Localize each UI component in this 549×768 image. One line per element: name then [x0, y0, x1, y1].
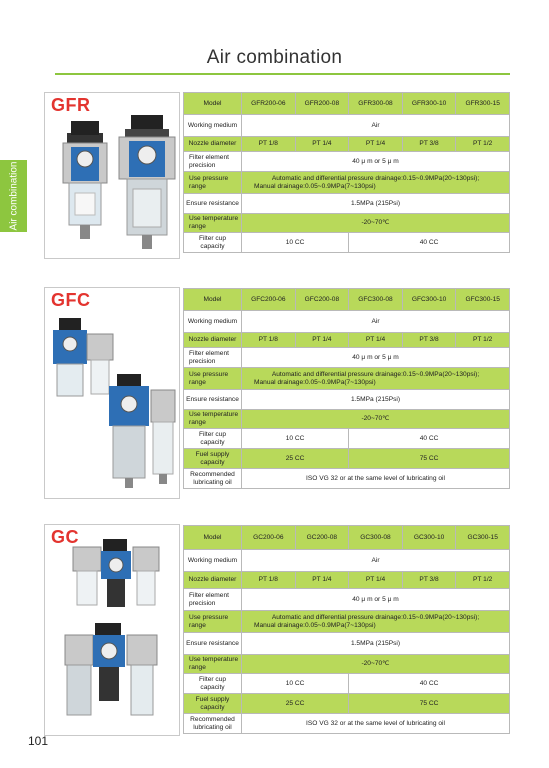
table-row-filter-cup [184, 429, 510, 449]
model-cell: GFC300-15 [456, 289, 510, 311]
section-label-gfc: GFC [51, 290, 91, 310]
row-value: 10 CC [242, 429, 349, 449]
row-value: 25 CC [242, 449, 349, 469]
model-cell: GFR300-08 [349, 93, 403, 115]
table-row-nozzle [184, 137, 510, 152]
gfr-regulator-illustration [45, 93, 179, 258]
table-row-ensure [184, 633, 510, 655]
table-row-pressure [184, 172, 510, 194]
row-value: -20~70℃ [242, 410, 510, 429]
row-label: Filter element precision [184, 348, 242, 368]
row-value: 40 μ m or 5 μ m [242, 152, 510, 172]
table-row-temperature [184, 410, 510, 429]
row-label: Use temperature range [184, 410, 242, 429]
row-value: 25 CC [242, 694, 349, 714]
row-label: Ensure resistance [184, 633, 242, 655]
row-label: Filter cup capacity [184, 674, 242, 694]
product-image-gc [44, 524, 180, 736]
pressure-line-2: Manual drainage:0.05~0.9MPa(7~130psi) [254, 182, 376, 190]
row-value: 40 CC [349, 674, 510, 694]
row-value: 40 CC [349, 429, 510, 449]
table-row-filter-element [184, 589, 510, 611]
nozzle-cell: PT 1/2 [456, 572, 510, 589]
table-row-lubricating-oil [184, 469, 510, 489]
row-value: 40 μ m or 5 μ m [242, 348, 510, 368]
gc-combination-illustration [45, 525, 179, 735]
nozzle-cell: PT 1/4 [295, 137, 349, 152]
page-number: 101 [28, 734, 49, 748]
spec-table-gfr [183, 92, 510, 253]
table-row-ensure [184, 390, 510, 410]
side-tab-label: Air combination [8, 161, 19, 231]
row-label: Fuel supply capacity [184, 694, 242, 714]
row-value: -20~70℃ [242, 655, 510, 674]
table-row-working-medium [184, 115, 510, 137]
nozzle-cell: PT 3/8 [402, 137, 456, 152]
nozzle-cell: PT 1/8 [242, 333, 296, 348]
table-row-lubricating-oil [184, 714, 510, 734]
row-value [242, 368, 510, 390]
model-cell: GFR200-06 [242, 93, 296, 115]
model-cell: GC200-08 [295, 526, 349, 550]
row-value: Air [242, 115, 510, 137]
gfc-combination-illustration [45, 288, 179, 498]
nozzle-cell: PT 1/2 [456, 333, 510, 348]
row-label: Working medium [184, 115, 242, 137]
table-row-model [184, 526, 510, 550]
model-cell: GFC300-08 [349, 289, 403, 311]
row-label: Filter cup capacity [184, 233, 242, 253]
row-value: 1.5MPa (215Psi) [242, 633, 510, 655]
pressure-line-2: Manual drainage:0.05~0.9MPa(7~130psi) [254, 621, 376, 629]
nozzle-cell: PT 1/8 [242, 137, 296, 152]
title-rule [55, 73, 510, 75]
side-tab [0, 160, 27, 232]
row-value: 1.5MPa (215Psi) [242, 194, 510, 214]
table-row-fuel-supply [184, 694, 510, 714]
nozzle-cell: PT 1/4 [349, 333, 403, 348]
row-label: Use pressure range [184, 172, 242, 194]
table-row-filter-element [184, 152, 510, 172]
table-row-nozzle [184, 572, 510, 589]
row-label: Nozzle diameter [184, 333, 242, 348]
row-value [242, 611, 510, 633]
model-cell: GC300-08 [349, 526, 403, 550]
pressure-line-1: Automatic and differential pressure drainage:0.15~0.9MPa(20~130psi); [271, 613, 480, 621]
nozzle-cell: PT 1/2 [456, 137, 510, 152]
row-value [242, 172, 510, 194]
pressure-line-1: Automatic and differential pressure drainage:0.15~0.9MPa(20~130psi); [271, 370, 480, 378]
row-value: 75 CC [349, 449, 510, 469]
spec-table-gc [183, 525, 510, 734]
row-label: Filter cup capacity [184, 429, 242, 449]
row-value: 1.5MPa (215Psi) [242, 390, 510, 410]
page-title: Air combination [206, 47, 343, 68]
table-row-filter-element [184, 348, 510, 368]
row-label: Ensure resistance [184, 194, 242, 214]
section-label-gc: GC [51, 527, 79, 547]
product-image-gfc [44, 287, 180, 499]
row-label: Use temperature range [184, 655, 242, 674]
row-label: Filter element precision [184, 589, 242, 611]
model-label: Model [184, 526, 242, 550]
table-row-pressure [184, 611, 510, 633]
row-label: Working medium [184, 550, 242, 572]
nozzle-cell: PT 1/4 [295, 333, 349, 348]
row-label: Use pressure range [184, 611, 242, 633]
row-value: 40 CC [349, 233, 510, 253]
row-label: Use pressure range [184, 368, 242, 390]
model-cell: GFC200-06 [242, 289, 296, 311]
model-cell: GFR300-15 [456, 93, 510, 115]
row-value: 10 CC [242, 674, 349, 694]
model-cell: GFC300-10 [402, 289, 456, 311]
table-row-ensure [184, 194, 510, 214]
section-label-gfr: GFR [51, 95, 91, 115]
row-value: 40 μ m or 5 μ m [242, 589, 510, 611]
nozzle-cell: PT 1/8 [242, 572, 296, 589]
row-value: ISO VG 32 or at the same level of lubricating oil [242, 714, 510, 734]
model-cell: GFR300-10 [402, 93, 456, 115]
table-row-filter-cup [184, 674, 510, 694]
table-row-working-medium [184, 311, 510, 333]
spec-table-gfc [183, 288, 510, 489]
model-label: Model [184, 289, 242, 311]
table-row-filter-cup [184, 233, 510, 253]
row-label: Nozzle diameter [184, 137, 242, 152]
model-cell: GC300-10 [402, 526, 456, 550]
row-value: Air [242, 311, 510, 333]
model-label: Model [184, 93, 242, 115]
row-value: ISO VG 32 or at the same level of lubricating oil [242, 469, 510, 489]
pressure-line-1: Automatic and differential pressure drainage:0.15~0.9MPa(20~130psi); [271, 174, 480, 182]
pressure-line-2: Manual drainage:0.05~0.9MPa(7~130psi) [254, 378, 376, 386]
nozzle-cell: PT 1/4 [349, 137, 403, 152]
model-cell: GC300-15 [456, 526, 510, 550]
row-label: Recommended lubricating oil [184, 469, 242, 489]
row-value: 75 CC [349, 694, 510, 714]
table-row-pressure [184, 368, 510, 390]
nozzle-cell: PT 1/4 [349, 572, 403, 589]
row-label: Filter element precision [184, 152, 242, 172]
row-label: Recommended lubricating oil [184, 714, 242, 734]
row-label: Ensure resistance [184, 390, 242, 410]
row-value: Air [242, 550, 510, 572]
row-value: -20~70℃ [242, 214, 510, 233]
table-row-model [184, 289, 510, 311]
table-row-fuel-supply [184, 449, 510, 469]
table-row-temperature [184, 655, 510, 674]
table-row-nozzle [184, 333, 510, 348]
model-cell: GC200-06 [242, 526, 296, 550]
nozzle-cell: PT 3/8 [402, 572, 456, 589]
model-cell: GFC200-08 [295, 289, 349, 311]
model-cell: GFR200-08 [295, 93, 349, 115]
table-row-temperature [184, 214, 510, 233]
row-label: Fuel supply capacity [184, 449, 242, 469]
row-label: Use temperature range [184, 214, 242, 233]
table-row-working-medium [184, 550, 510, 572]
table-row-model [184, 93, 510, 115]
row-value: 10 CC [242, 233, 349, 253]
row-label: Working medium [184, 311, 242, 333]
nozzle-cell: PT 3/8 [402, 333, 456, 348]
product-image-gfr [44, 92, 180, 259]
row-label: Nozzle diameter [184, 572, 242, 589]
nozzle-cell: PT 1/4 [295, 572, 349, 589]
